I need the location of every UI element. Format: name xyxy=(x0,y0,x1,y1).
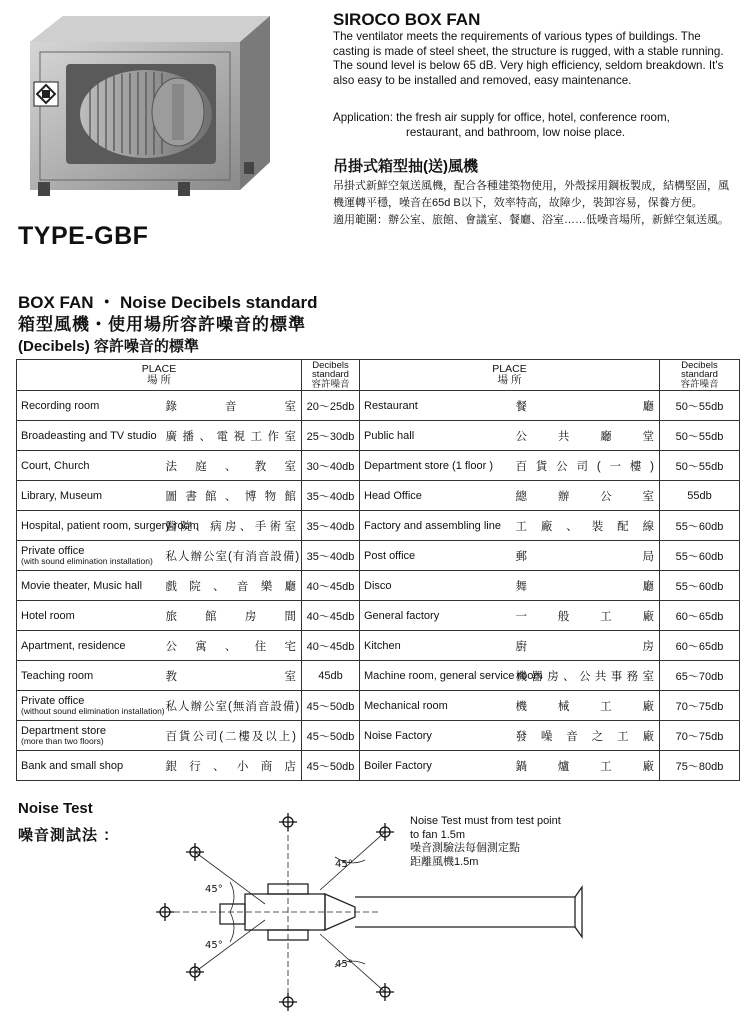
left-place-en-main: Broadeasting and TV studio xyxy=(21,429,157,442)
product-type-label: TYPE-GBF xyxy=(18,222,149,250)
left-place-zh: 法庭、教室 xyxy=(162,451,302,481)
right-decibels: 70～75db xyxy=(660,691,740,721)
measure-point-bottom-right xyxy=(376,983,394,1001)
table-row xyxy=(17,751,740,781)
left-place-en-main: Movie theater, Music hall xyxy=(21,579,143,592)
header-place-en: PLACE xyxy=(141,363,177,375)
header-place-en: PLACE xyxy=(492,363,527,375)
left-place-en-main: Recording room xyxy=(21,399,100,412)
header-place-right xyxy=(360,360,660,391)
left-place-zh: 旅館房間 xyxy=(162,601,302,631)
noise-test-title-en: Noise Test xyxy=(18,800,93,817)
left-decibels: 35～40db xyxy=(302,511,360,541)
right-decibels: 60～65db xyxy=(660,631,740,661)
left-place-en-sub: (more than two floors) xyxy=(21,735,104,746)
section-title-en: BOX FAN ・ Noise Decibels standard xyxy=(18,293,318,312)
left-place-en-main: Court, Church xyxy=(21,459,90,472)
measure-point-bottom-left xyxy=(186,963,204,981)
application-en-line1: Application: the fresh air supply for office, hotel, conference room, xyxy=(333,111,670,124)
product-title: SIROCO BOX FAN xyxy=(333,10,481,29)
section-title-zh: 箱型風機・使用場所容許噪音的標準 xyxy=(18,315,306,334)
table-row xyxy=(17,511,740,541)
table-row xyxy=(17,691,740,721)
application-zh-text: 適用範圍：辦公室、旅館、會議室、餐廳、浴室……低噪音場所，新鮮空氣送風。 xyxy=(333,214,729,226)
right-place-en: Factory and assembling line xyxy=(360,511,512,541)
left-place-zh: 銀行、小商店 xyxy=(162,751,302,781)
left-place-en xyxy=(17,541,162,571)
right-decibels: 75～80db xyxy=(660,751,740,781)
right-decibels: 55～60db xyxy=(660,571,740,601)
right-place-en: Post office xyxy=(360,541,512,571)
right-decibels: 60～65db xyxy=(660,601,740,631)
noise-note-zh1: 噪音測驗法每個測定點 xyxy=(410,842,520,854)
right-place-zh: 餐廳 xyxy=(512,391,660,421)
table-row xyxy=(17,661,740,691)
left-place-en xyxy=(17,751,162,781)
right-place-en: Noise Factory xyxy=(360,721,512,751)
left-place-en-main: Apartment, residence xyxy=(21,639,126,652)
table-row xyxy=(17,571,740,601)
header-db-zh: 容許噪音 xyxy=(311,378,350,390)
left-place-en-sub: (without sound elimination installation) xyxy=(21,705,165,716)
product-title-zh: 吊掛式箱型抽(送)風機 xyxy=(333,158,478,175)
right-place-en: Public hall xyxy=(360,421,512,451)
decibels-label: (Decibels) 容許噪音的標準 xyxy=(18,338,199,355)
table-row xyxy=(17,421,740,451)
product-description-zh xyxy=(333,178,733,229)
angle-label-top-left: 45° xyxy=(205,884,223,895)
left-place-en-main: Private office xyxy=(21,544,85,557)
header-db-left xyxy=(302,360,360,391)
table-row xyxy=(17,631,740,661)
right-place-en: General factory xyxy=(360,601,512,631)
table-row xyxy=(17,601,740,631)
noise-standard-table xyxy=(16,359,740,781)
left-place-en xyxy=(17,511,199,541)
right-place-zh: 廚房 xyxy=(512,631,660,661)
left-decibels: 40～45db xyxy=(302,631,360,661)
right-decibels: 70～75db xyxy=(660,721,740,751)
header-db-en1: Decibels xyxy=(681,359,718,371)
left-decibels: 20～25db xyxy=(302,391,360,421)
application-en xyxy=(333,111,733,140)
left-place-zh: 廣播、電視工作室 xyxy=(162,421,302,451)
measure-point-left xyxy=(156,903,174,921)
right-place-zh: 舞廳 xyxy=(512,571,660,601)
noise-test-note xyxy=(410,815,630,869)
right-place-zh: 機械工廠 xyxy=(512,691,660,721)
left-place-en xyxy=(17,391,162,421)
right-place-en: Kitchen xyxy=(360,631,512,661)
table-row xyxy=(17,541,740,571)
header-db-right xyxy=(660,360,740,391)
measure-point-bottom xyxy=(279,993,297,1011)
table-row xyxy=(17,481,740,511)
right-place-en: Restaurant xyxy=(360,391,512,421)
right-place-zh: 發噪音之工廠 xyxy=(512,721,660,751)
left-place-en xyxy=(17,421,162,451)
product-description-en: The ventilator meets the requirements of various types of buildings. The casting is made of steel sheet, the structure is rugged, with a stable running. The sound level is below 65 dB. Very high efficiency, seldom breakdown. It's also easy to be installed and removed, easy maintenance. xyxy=(333,30,724,87)
description-zh-text: 吊掛式新鮮空氣送風機，配合各種建築物使用，外殼採用鋼板製成，結構堅固，風機運轉平穩，噪音在65d B以下，效率特高，故障少，裝卸容易，保養方便。 xyxy=(333,180,729,209)
right-decibels: 50～55db xyxy=(660,421,740,451)
left-place-en-main: Bank and small shop xyxy=(21,759,124,772)
header-place-left xyxy=(17,360,302,391)
left-decibels: 30～40db xyxy=(302,451,360,481)
left-place-en xyxy=(17,691,165,721)
right-place-zh: 一般工廠 xyxy=(512,601,660,631)
noise-note-en1: Noise Test must from test point xyxy=(410,815,561,827)
right-decibels: 50～55db xyxy=(660,391,740,421)
right-place-zh: 郵局 xyxy=(512,541,660,571)
left-place-en xyxy=(17,571,162,601)
header-db-en2: standard xyxy=(681,369,718,381)
left-place-en xyxy=(17,601,162,631)
right-place-en: Department store (1 floor ) xyxy=(360,451,512,481)
left-place-en xyxy=(17,721,162,751)
left-place-zh: 圖書館、博物館 xyxy=(162,481,302,511)
left-place-zh: 百貨公司(二樓及以上) xyxy=(162,721,302,751)
header-place-zh: 場 所 xyxy=(147,374,171,386)
left-decibels: 45～50db xyxy=(302,691,360,721)
right-place-zh: 鍋爐工廠 xyxy=(512,751,660,781)
left-place-zh: 教室 xyxy=(162,661,302,691)
right-place-en: Head Office xyxy=(360,481,512,511)
left-place-en-sub: (with sound elimination installation) xyxy=(21,555,153,566)
left-place-en xyxy=(17,661,162,691)
left-place-en-main: Private office xyxy=(21,694,85,707)
right-place-zh: 百貨公司(一樓) xyxy=(512,451,660,481)
left-decibels: 40～45db xyxy=(302,571,360,601)
measure-point-top-right xyxy=(376,823,394,841)
left-place-zh: 戲院、音樂廳 xyxy=(162,571,302,601)
left-decibels: 40～45db xyxy=(302,601,360,631)
box-fan-photo xyxy=(18,12,273,197)
noise-test-title-zh: 噪音測試法 ： xyxy=(18,827,120,844)
angle-label-top-right: 45° xyxy=(335,859,353,870)
right-place-en: Machine room, general service room xyxy=(360,661,512,691)
duct-end xyxy=(575,887,582,937)
left-place-en-main: Teaching room xyxy=(21,669,94,682)
left-place-en-main: Hospital, patient room, surgery room xyxy=(21,519,199,532)
left-place-en-main: Hotel room xyxy=(21,609,75,622)
angle-label-bottom-left: 45° xyxy=(205,940,223,951)
left-place-zh: 醫院、病房、手術室 xyxy=(162,511,302,541)
left-place-zh: 私人辦公室(有消音設備) xyxy=(162,541,302,571)
left-place-en xyxy=(17,451,162,481)
left-decibels: 45～50db xyxy=(302,751,360,781)
right-decibels: 55db xyxy=(660,481,740,511)
left-place-zh: 私人辦公室(無消音設備) xyxy=(162,691,302,721)
left-decibels: 45～50db xyxy=(302,721,360,751)
right-place-zh: 公共廳堂 xyxy=(512,421,660,451)
noise-note-zh2: 距離風機1.5m xyxy=(410,855,479,868)
right-decibels: 65～70db xyxy=(660,661,740,691)
measure-point-top xyxy=(279,813,297,831)
table-header-row xyxy=(17,360,740,391)
right-place-zh: 機器房、公共事務室 xyxy=(512,661,660,691)
header-place-zh: 場 所 xyxy=(497,374,522,386)
noise-note-en2: to fan 1.5m xyxy=(410,828,466,841)
right-place-zh: 工廠、裝配線 xyxy=(512,511,660,541)
right-place-en: Mechanical room xyxy=(360,691,512,721)
table-row xyxy=(17,451,740,481)
left-decibels: 35～40db xyxy=(302,541,360,571)
diag-top-left xyxy=(195,852,265,904)
right-decibels: 55～60db xyxy=(660,511,740,541)
application-en-line2: restaurant, and bathroom, low noise place. xyxy=(406,125,626,139)
left-decibels: 45db xyxy=(302,661,360,691)
table-row xyxy=(17,721,740,751)
left-decibels: 25～30db xyxy=(302,421,360,451)
header-db-en1: Decibels xyxy=(312,359,349,371)
right-decibels: 50～55db xyxy=(660,451,740,481)
table-row xyxy=(17,391,740,421)
left-place-en-main: Department store xyxy=(21,724,106,737)
left-place-en xyxy=(17,481,162,511)
right-place-zh: 總辦公室 xyxy=(512,481,660,511)
right-place-en: Disco xyxy=(360,571,512,601)
header-db-en2: standard xyxy=(312,369,349,381)
left-place-en-main: Library, Museum xyxy=(21,489,103,502)
left-place-zh: 錄音室 xyxy=(162,391,302,421)
measure-point-top-left xyxy=(186,843,204,861)
left-place-zh: 公寓、住宅 xyxy=(162,631,302,661)
left-place-en xyxy=(17,631,162,661)
right-place-en: Boiler Factory xyxy=(360,751,512,781)
left-decibels: 35～40db xyxy=(302,481,360,511)
header-db-zh: 容許噪音 xyxy=(680,378,719,390)
angle-label-bottom-right: 45° xyxy=(335,959,353,970)
right-decibels: 55～60db xyxy=(660,541,740,571)
